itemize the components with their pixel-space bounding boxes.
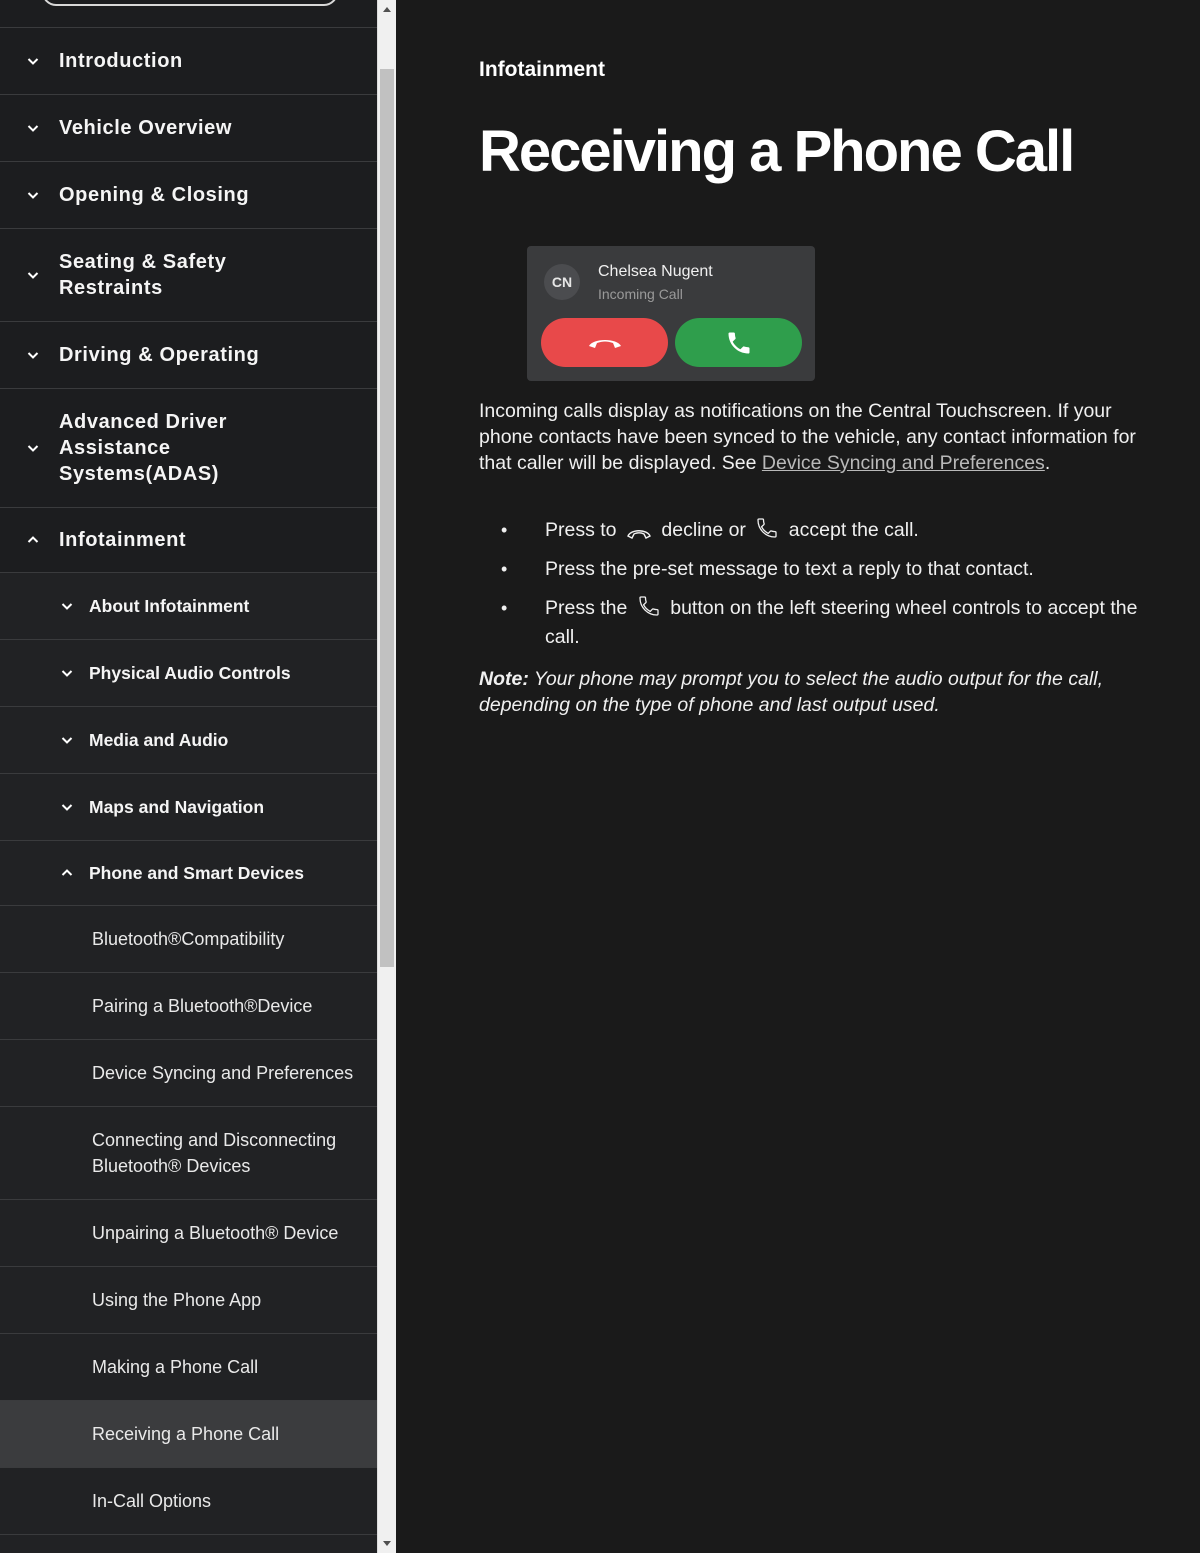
chevron-down-icon bbox=[27, 349, 39, 361]
chevron-down-icon bbox=[61, 801, 73, 813]
nav-item-making-call[interactable] bbox=[0, 1333, 377, 1400]
phone-hangup-icon bbox=[587, 336, 623, 350]
nav-item-about-infotainment[interactable] bbox=[0, 572, 377, 639]
bullet-text: accept the call. bbox=[788, 519, 919, 541]
nav-item-adas[interactable] bbox=[0, 388, 377, 507]
chevron-down-icon bbox=[61, 600, 73, 612]
chevron-down-icon bbox=[27, 189, 39, 201]
nav-item-connecting-disconnecting[interactable] bbox=[0, 1106, 377, 1199]
nav-item-label: Receiving a Phone Call bbox=[92, 1424, 280, 1444]
chevron-up-icon bbox=[27, 534, 39, 546]
sidebar-scrollbar[interactable] bbox=[377, 0, 396, 1553]
nav-item-introduction[interactable] bbox=[0, 27, 377, 94]
nav-item-vehicle-overview[interactable] bbox=[0, 94, 377, 161]
search-input[interactable] bbox=[42, 0, 338, 6]
intro-paragraph bbox=[479, 398, 1139, 476]
nav-item-label: Bluetooth®Compatibility bbox=[92, 929, 285, 949]
nav-item-label: Making a Phone Call bbox=[92, 1357, 259, 1377]
nav-item-in-call-options[interactable] bbox=[0, 1467, 377, 1534]
note-text: Your phone may prompt you to select the audio output for the call, depending on the type of phone and last output used. bbox=[479, 668, 1103, 716]
chevron-down-icon bbox=[27, 269, 39, 281]
nav-item-infotainment[interactable] bbox=[0, 507, 377, 572]
nav-list bbox=[0, 27, 377, 1553]
chevron-down-icon bbox=[27, 442, 39, 454]
phone-icon bbox=[725, 329, 753, 357]
page-title: Receiving a Phone Call bbox=[479, 119, 1074, 184]
nav-item-device-syncing[interactable] bbox=[0, 1039, 377, 1106]
scroll-down-arrow-icon[interactable] bbox=[378, 1535, 396, 1553]
nav-item-label: Advanced Driver Assistance Systems(ADAS) bbox=[59, 411, 227, 485]
paragraph-text-end: . bbox=[1044, 452, 1051, 474]
nav-item-phone-smart-devices[interactable] bbox=[0, 840, 377, 905]
nav-item-label: Driving & Operating bbox=[59, 344, 260, 366]
nav-item-label: Maps and Navigation bbox=[89, 796, 265, 817]
nav-item-label: Seating & Safety Restraints bbox=[59, 251, 227, 299]
chevron-down-icon bbox=[61, 734, 73, 746]
main-content bbox=[396, 0, 1200, 1553]
caller-status: Incoming Call bbox=[598, 286, 683, 302]
nav-item-label: Connecting and Disconnecting Bluetooth® Devices bbox=[92, 1130, 337, 1176]
list-item bbox=[479, 594, 1139, 652]
chevron-up-icon bbox=[61, 867, 73, 879]
accept-call-button bbox=[675, 318, 802, 367]
nav-item-receiving-call[interactable] bbox=[0, 1400, 377, 1467]
bullet-text: Press the bbox=[545, 597, 628, 619]
nav-item-label: In-Call Options bbox=[92, 1491, 212, 1511]
nav-item-maps-navigation[interactable] bbox=[0, 773, 377, 840]
nav-item-label: Introduction bbox=[59, 50, 183, 72]
bullet-text: Press to bbox=[545, 519, 617, 541]
nav-item-label: Device Syncing and Preferences bbox=[92, 1063, 354, 1083]
phone-icon bbox=[637, 594, 661, 618]
nav-item-driving-operating[interactable] bbox=[0, 321, 377, 388]
incoming-call-illustration bbox=[527, 246, 815, 381]
note-label: Note: bbox=[479, 668, 529, 690]
scrollbar-thumb[interactable] bbox=[380, 69, 394, 967]
list-item: • Press the pre-set message to text a reply to that contact. bbox=[479, 555, 1139, 584]
section-eyebrow: Infotainment bbox=[479, 58, 605, 81]
nav-item-label: Media and Audio bbox=[89, 729, 229, 750]
avatar: CN bbox=[544, 264, 580, 300]
nav-item-label: Opening & Closing bbox=[59, 184, 250, 206]
nav-item-label: Physical Audio Controls bbox=[89, 662, 291, 683]
chevron-down-icon bbox=[27, 122, 39, 134]
chevron-down-icon bbox=[61, 667, 73, 679]
bullet-text: decline or bbox=[661, 519, 746, 541]
nav-item-phone-app[interactable] bbox=[0, 1266, 377, 1333]
nav-item-opening-closing[interactable] bbox=[0, 161, 377, 228]
nav-item-media-audio[interactable] bbox=[0, 706, 377, 773]
instructions-list bbox=[479, 516, 1139, 662]
nav-item-label: Infotainment bbox=[59, 529, 187, 551]
nav-item-label: Pairing a Bluetooth®Device bbox=[92, 996, 313, 1016]
chevron-down-icon bbox=[27, 55, 39, 67]
paragraph-text: Incoming calls display as notifications on the Central Touchscreen. If your phone contacts have been synced to the vehicle, any contact information for that caller will be displayed. See bbox=[479, 400, 1136, 474]
scroll-up-arrow-icon[interactable] bbox=[378, 0, 396, 18]
nav-item-physical-audio-controls[interactable] bbox=[0, 639, 377, 706]
decline-call-button bbox=[541, 318, 668, 367]
nav-item-label: Using the Phone App bbox=[92, 1290, 262, 1310]
bullet-text: button on the left steering wheel controls to accept the call. bbox=[545, 597, 1138, 648]
nav-item-unpairing[interactable] bbox=[0, 1199, 377, 1266]
nav-item-pairing-bluetooth[interactable] bbox=[0, 972, 377, 1039]
device-syncing-link[interactable]: Device Syncing and Preferences bbox=[761, 452, 1045, 474]
nav-item-label: Unpairing a Bluetooth® Device bbox=[92, 1223, 339, 1243]
nav-item-label: Phone and Smart Devices bbox=[89, 862, 304, 883]
caller-name: Chelsea Nugent bbox=[598, 263, 713, 280]
nav-item-next[interactable] bbox=[0, 1534, 377, 1553]
phone-hangup-icon bbox=[626, 526, 652, 540]
nav-item-label: Vehicle Overview bbox=[59, 117, 233, 139]
phone-icon bbox=[755, 516, 779, 540]
nav-item-label: About Infotainment bbox=[89, 595, 250, 616]
note-paragraph bbox=[479, 666, 1159, 718]
nav-item-seating-safety[interactable] bbox=[0, 228, 377, 321]
list-item bbox=[479, 516, 1139, 545]
sidebar bbox=[0, 0, 377, 1553]
nav-item-bluetooth-compatibility[interactable] bbox=[0, 905, 377, 972]
